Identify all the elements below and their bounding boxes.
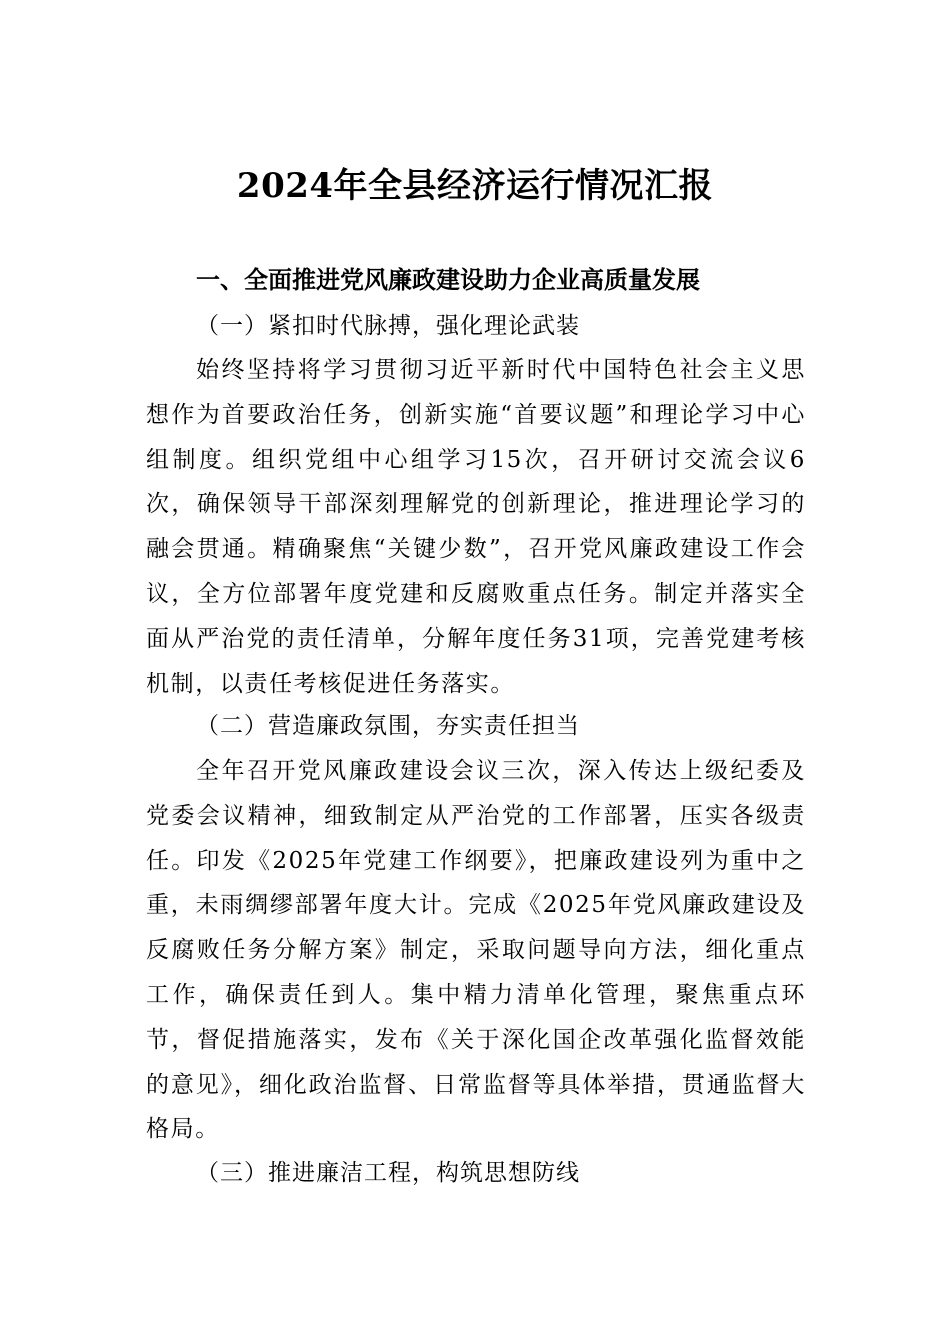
- paragraph-2: 全年召开党风廉政建设会议三次，深入传达上级纪委及党委会议精神，细致制定从严治党的工作部署，压实各级责任。印发《2025年党建工作纲要》，把廉政建设列为重中之重，未雨绸缪部署年度大计。完成《2025年党风廉政建设及反腐败任务分解方案》制定，采取问题导向方法，细化重点工作，确保责任到人。集中精力清单化管理，聚焦重点环节，督促措施落实，发布《关于深化国企改革强化监督效能的意见》，细化政治监督、日常监督等具体举措，贯通监督大格局。: [146, 758, 806, 1143]
- subsection-heading-3: （三）推进廉洁工程，构筑思想防线: [196, 1160, 580, 1186]
- section-heading-1: 一、全面推进党风廉政建设助力企业高质量发展: [196, 266, 700, 294]
- document-title: 2024年全县经济运行情况汇报: [236, 166, 714, 206]
- paragraph-1: 始终坚持将学习贯彻习近平新时代中国特色社会主义思想作为首要政治任务，创新实施“首要议题”和理论学习中心组制度。组织党组中心组学习15次，召开研讨交流会议6次，确保领导干部深刻理解党的创新理论，推进理论学习的融会贯通。精确聚焦“关键少数”，召开党风廉政建设工作会议，全方位部署年度党建和反腐败重点任务。制定并落实全面从严治党的责任清单，分解年度任务31项，完善党建考核机制，以责任考核促进任务落实。: [146, 357, 806, 697]
- subsection-heading-1: （一）紧扣时代脉搏，强化理论武装: [196, 313, 580, 339]
- subsection-heading-2: （二）营造廉政氛围，夯实责任担当: [196, 713, 580, 739]
